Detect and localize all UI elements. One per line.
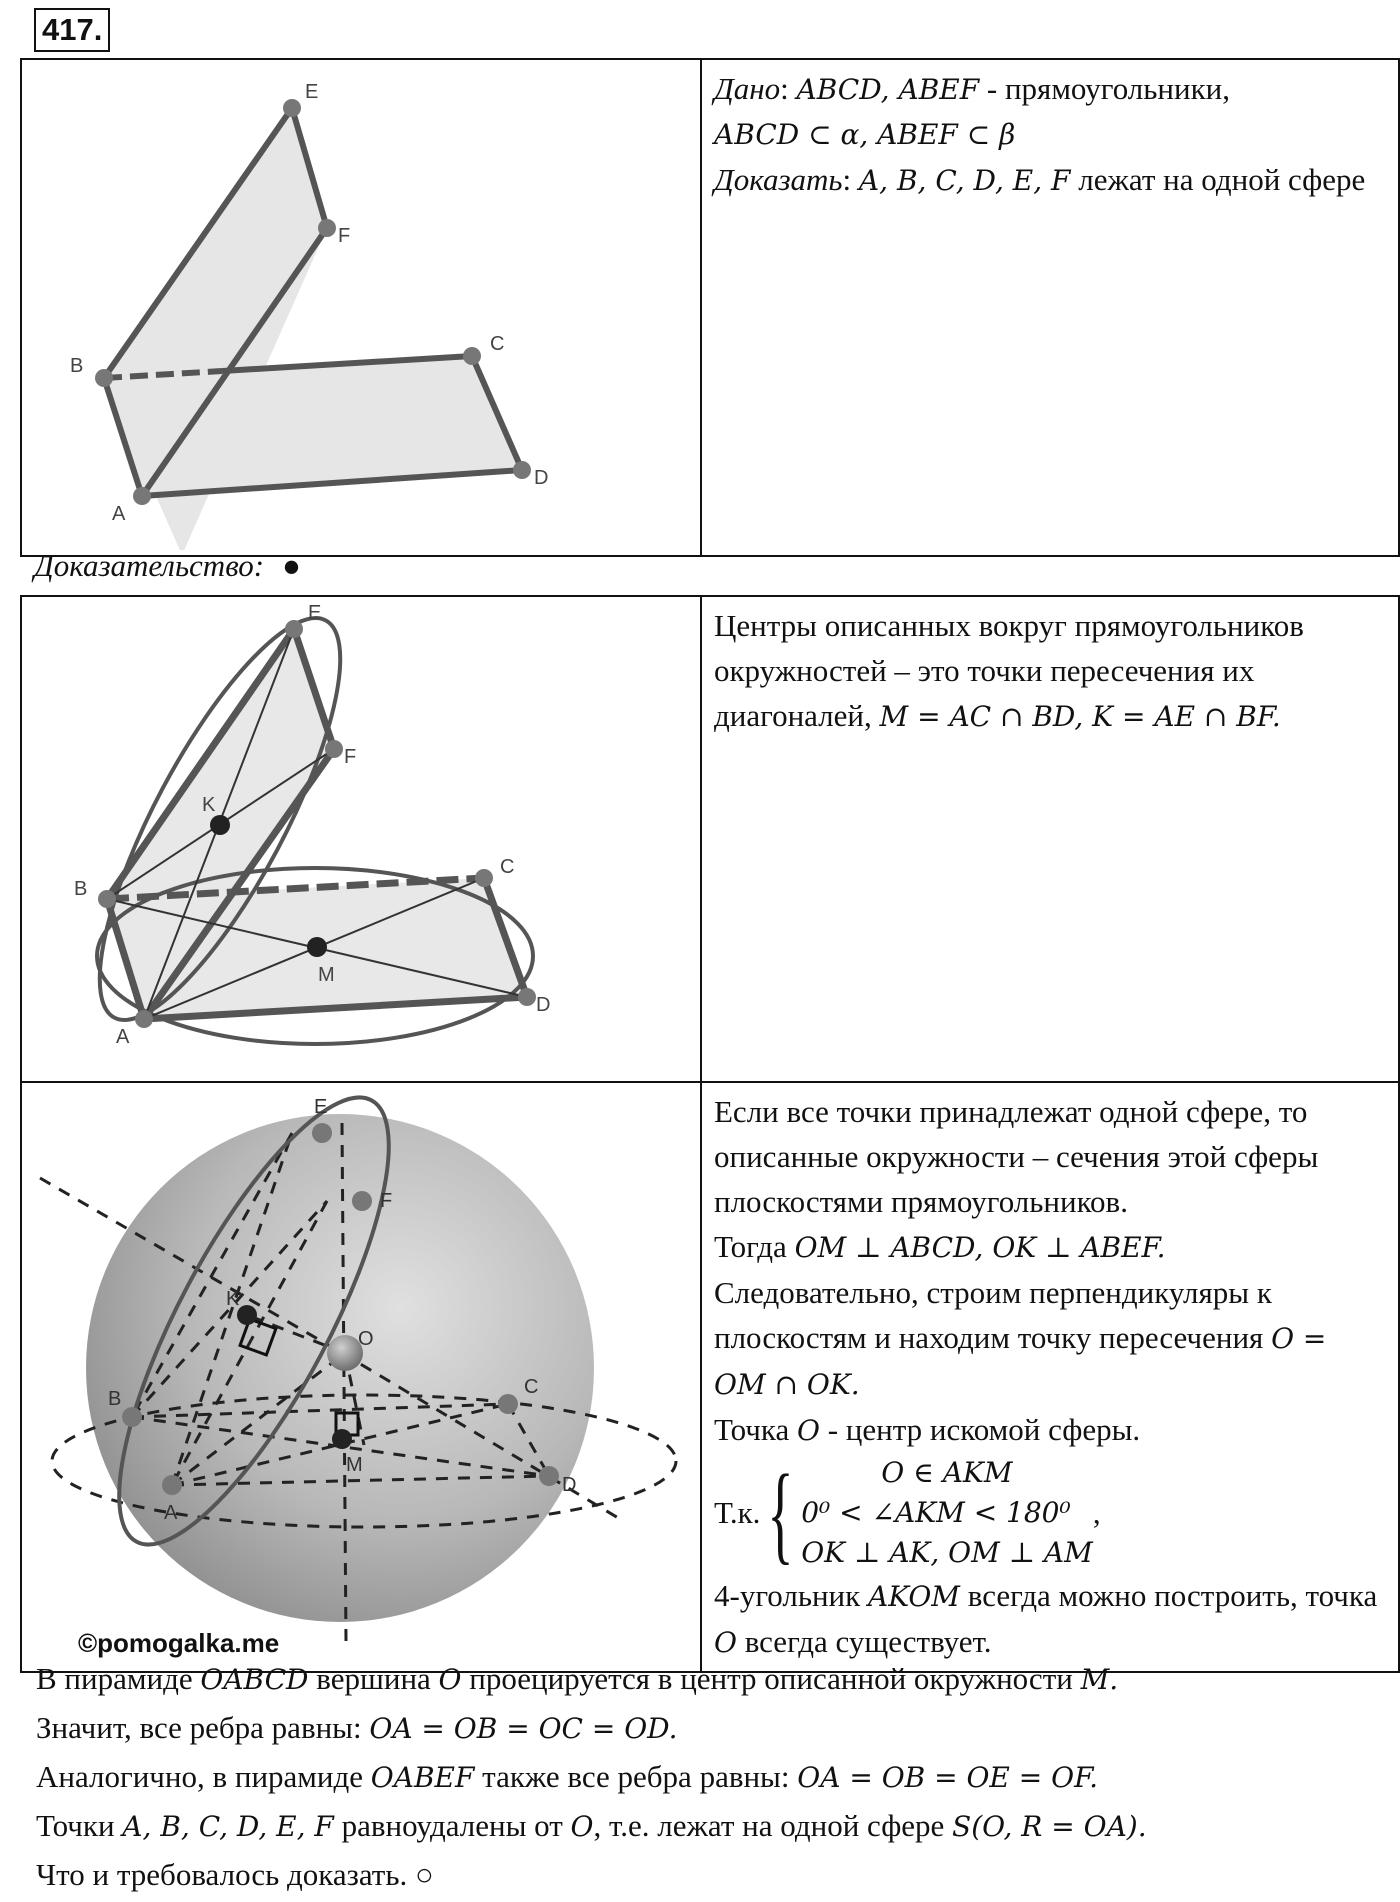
label-A: A <box>164 1502 178 1524</box>
c4f: S(O, R = OA). <box>952 1810 1147 1843</box>
c3d: OA = OB = OE = OF. <box>797 1761 1099 1794</box>
figure-3-cell <box>21 1082 701 1672</box>
conclusion-line-1 <box>36 1655 1147 1704</box>
conclusion-line-5: Что и требовалось доказать. ○ <box>36 1857 434 1892</box>
given-text-cell <box>701 59 1399 556</box>
conclusion <box>36 1655 1147 1899</box>
given-objects: ABCD, ABEF <box>796 73 980 106</box>
step2-O2: O <box>714 1626 737 1659</box>
label-B: B <box>74 878 88 900</box>
step2-always: всегда можно построить, точка <box>959 1578 1378 1613</box>
watermark: ©pomogalka.me <box>78 1628 280 1658</box>
c4c: равноудалены от <box>333 1808 571 1843</box>
system-comma: , <box>1092 1495 1101 1530</box>
label-E: E <box>308 602 322 624</box>
step2-exists: всегда существует. <box>736 1624 992 1659</box>
label-F: F <box>344 746 357 768</box>
prove-text: лежат на одной сфере <box>1070 162 1366 197</box>
step2-construct: Следовательно, строим перпендикуляры к плоскостям и находим точку пересечения <box>714 1275 1272 1355</box>
proof-bullet: ● <box>282 548 301 583</box>
c1d: O <box>438 1663 462 1696</box>
c3a: Аналогично, в пирамиде <box>36 1759 371 1794</box>
given-label: Дано <box>714 71 781 106</box>
step2-line1: Если все точки принадлежат одной сфере, то описанные окружности – сечения этой сферы плоскостями прямоугольников. <box>714 1094 1319 1219</box>
label-E: E <box>314 1096 328 1118</box>
step1-formula: M = AC ∩ BD, K = AE ∩ BF. <box>879 700 1281 733</box>
step2-center: - центр искомой сферы. <box>819 1412 1141 1447</box>
conclusion-line-4 <box>36 1802 1147 1851</box>
prove-line: Доказать: A, B, C, D, E, F лежат на одной сфере <box>714 162 1366 197</box>
step2-line2 <box>714 1224 1386 1270</box>
c1f: M. <box>1080 1663 1119 1696</box>
c3c: также все ребра равны: <box>474 1759 798 1794</box>
prove-label: Доказать <box>714 162 843 197</box>
c4e: , т.е. лежат на одной сфере <box>593 1808 953 1843</box>
label-D: D <box>534 467 549 489</box>
proof-heading: Доказательство: ● <box>34 548 301 583</box>
c1e: проецируется в центр описанной окружности <box>461 1661 1081 1696</box>
figure-sphere <box>22 1083 700 1666</box>
label-M: M <box>318 964 335 986</box>
label-K: K <box>226 1288 240 1310</box>
label-C: C <box>524 1376 539 1398</box>
step2-line3 <box>714 1270 1386 1407</box>
label-D: D <box>536 994 551 1016</box>
step2-O-def: O = OM ∩ OK. <box>714 1322 1327 1401</box>
problem-number: 417. <box>34 8 110 52</box>
label-E: E <box>305 81 319 103</box>
step2-quad: 4-угольник <box>714 1578 868 1613</box>
figure-1-cell <box>21 59 701 556</box>
label-F: F <box>380 1190 393 1212</box>
step2-akom: AKOM <box>867 1580 960 1613</box>
c3b: OABEF <box>370 1761 475 1794</box>
step2-perp: OM ⊥ ABCD, OK ⊥ ABEF. <box>794 1231 1166 1264</box>
given-table <box>20 58 1400 557</box>
conclusion-line-2 <box>36 1704 1147 1753</box>
c4a: Точки <box>36 1808 123 1843</box>
c2b: OA = OB = OC = OD. <box>369 1712 678 1745</box>
c2a: Значит, все ребра равны: <box>36 1710 370 1745</box>
label-C: C <box>490 333 505 355</box>
conclusion-line-3 <box>36 1753 1147 1802</box>
figure-rectangles <box>22 60 700 550</box>
step2-system <box>714 1453 1386 1573</box>
label-A: A <box>116 1026 130 1048</box>
label-C: C <box>500 856 515 878</box>
figure-circumcircles <box>22 597 700 1076</box>
c1a: В пирамиде <box>36 1661 201 1696</box>
c1b: OABCD <box>200 1663 309 1696</box>
given-desc: - прямоугольники, <box>979 71 1230 106</box>
step2-then: Тогда <box>714 1229 795 1264</box>
label-B: B <box>70 355 84 377</box>
label-A: A <box>112 503 126 525</box>
label-F: F <box>338 225 351 247</box>
label-K: K <box>202 794 216 816</box>
given-planes: ABCD ⊂ α, ABEF ⊂ β <box>714 118 1016 151</box>
label-M: M <box>346 1454 363 1476</box>
step2-O: O <box>797 1414 820 1447</box>
system-because: Т.к. <box>714 1495 761 1530</box>
c4b: A, B, C, D, E, F <box>122 1810 334 1843</box>
given-line: Дано: ABCD, ABEF - прямоугольники, <box>714 71 1230 106</box>
step1-cell <box>701 596 1399 1082</box>
system-cond-2: 0⁰ < ∠AKM < 180⁰ <box>801 1496 1071 1529</box>
c1c: вершина <box>308 1661 439 1696</box>
system-cond-3: OK ⊥ AK, OM ⊥ AM <box>801 1536 1093 1569</box>
step1-text: Центры описанных вокруг прямоугольников окружностей – это точки пересечения их диагоналей, <box>714 608 1304 733</box>
proof-table <box>20 595 1400 1673</box>
figure-2-cell <box>21 596 701 1082</box>
step2-line5 <box>714 1573 1386 1665</box>
system-cond-1: O ∈ AKM <box>881 1456 1013 1489</box>
system-brace: { <box>767 1452 795 1574</box>
system-conditions <box>801 1453 1093 1573</box>
step2-cell <box>701 1082 1399 1672</box>
step2-point: Точка <box>714 1412 797 1447</box>
c4d: O <box>570 1810 594 1843</box>
label-D: D <box>562 1474 577 1496</box>
label-B: B <box>108 1388 122 1410</box>
proof-heading-text: Доказательство <box>34 548 254 583</box>
step2-line4 <box>714 1407 1386 1453</box>
label-O: O <box>358 1328 374 1350</box>
prove-points: A, B, C, D, E, F <box>858 164 1071 197</box>
